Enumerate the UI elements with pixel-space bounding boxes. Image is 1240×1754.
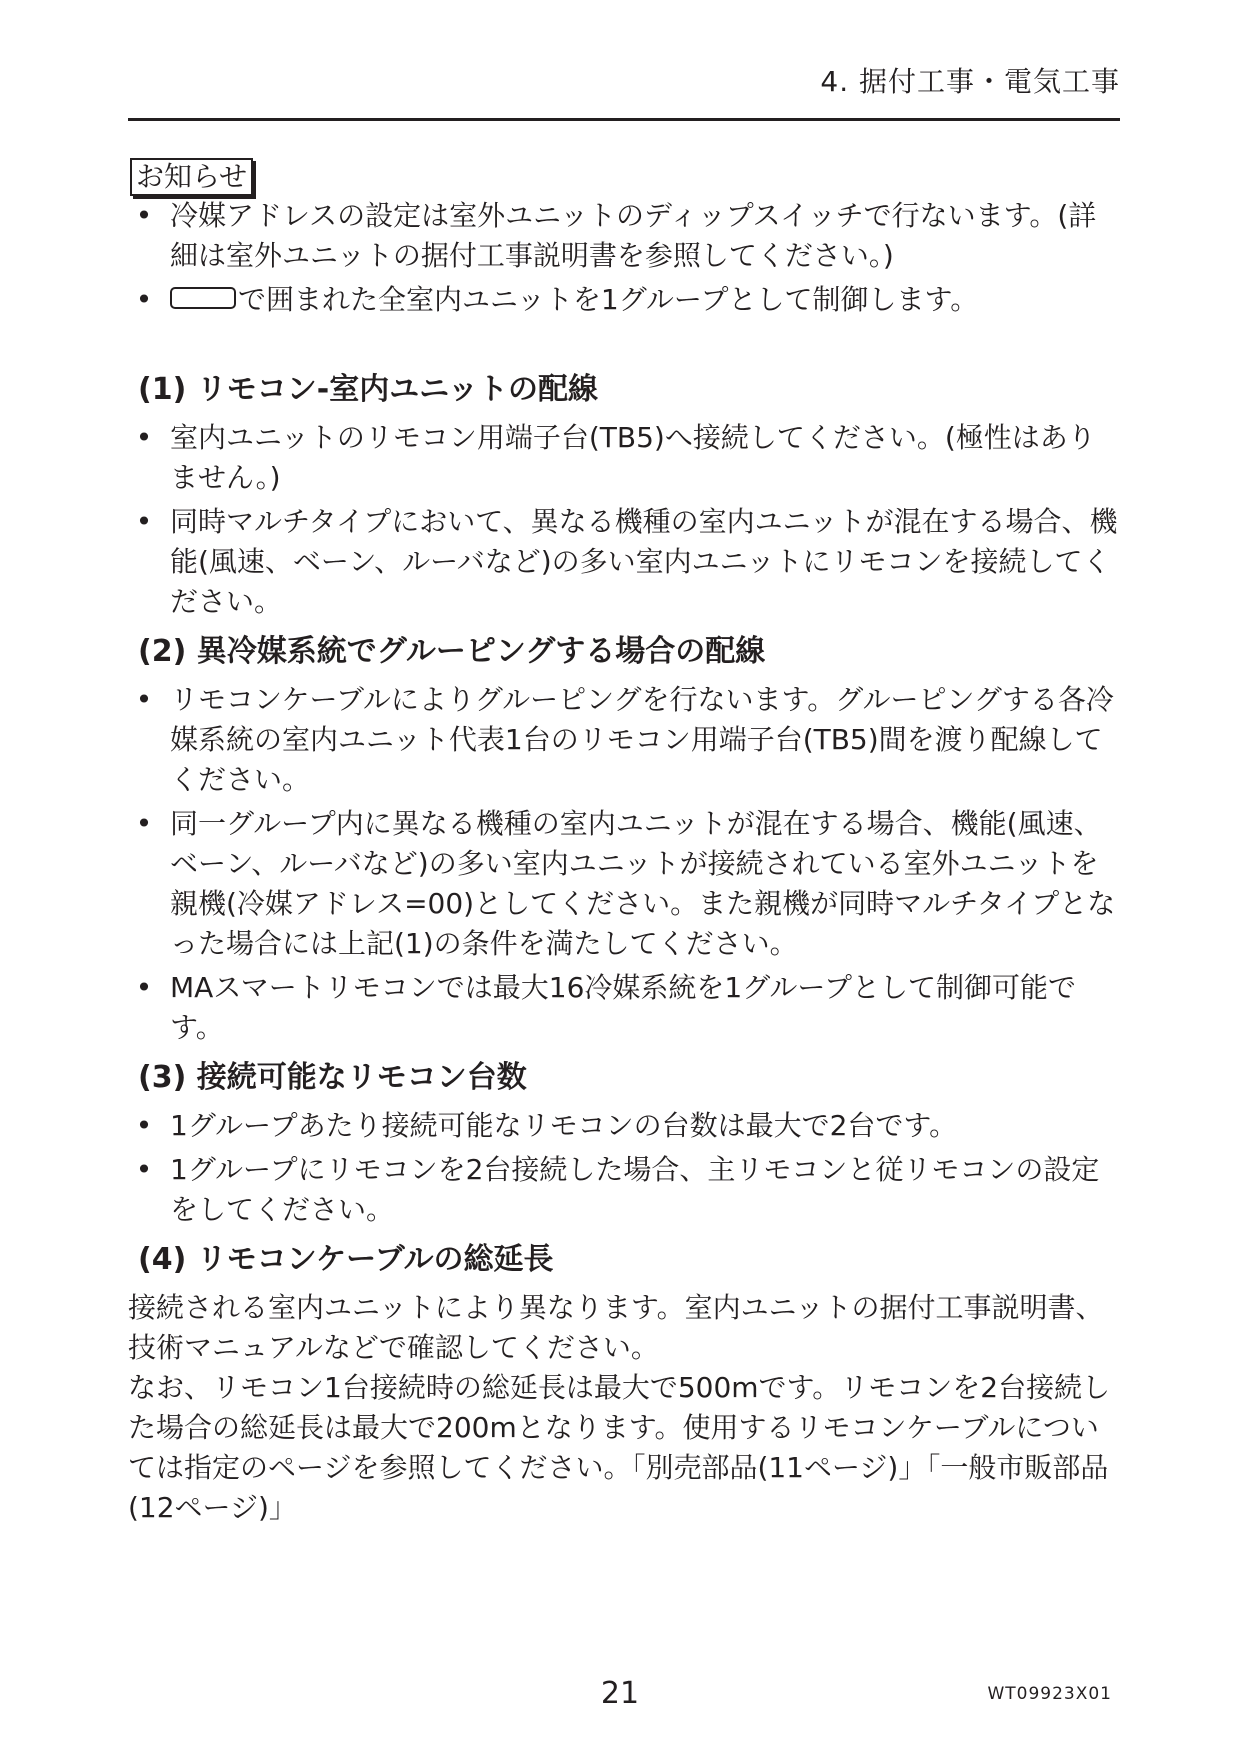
bullet-icon: • bbox=[135, 971, 153, 1004]
list-item bbox=[128, 502, 1120, 622]
list-item-text: 1グループにリモコンを2台接続した場合、主リモコンと従リモコンの設定をしてください。 bbox=[170, 1153, 1100, 1226]
bullet-icon: • bbox=[135, 1153, 153, 1186]
notice-item bbox=[128, 196, 1120, 276]
bullet-icon: • bbox=[135, 199, 153, 232]
body-paragraph: なお、リモコン1台接続時の総延長は最大で500mです。リモコンを2台接続した場合の総延長は最大で200mとなります。使用するリモコンケーブルについては指定のページを参照してください。「別売部品(11ページ)」「一般市販部品(12ページ)」 bbox=[128, 1371, 1111, 1524]
body-paragraph: 接続される室内ユニットにより異なります。室内ユニットの据付工事説明書、技術マニュアルなどで確認してください。 bbox=[128, 1291, 1104, 1364]
list-item bbox=[128, 1150, 1120, 1230]
bullet-icon: • bbox=[135, 421, 153, 454]
bullet-icon: • bbox=[135, 1109, 153, 1142]
notice-item-text: で囲まれた全室内ユニットを1グループとして制御します。 bbox=[238, 283, 979, 316]
list-item bbox=[128, 418, 1120, 498]
list-item-text: 室内ユニットのリモコン用端子台(TB5)へ接続してください。(極性はありません。) bbox=[170, 421, 1096, 494]
list-item-text: MAスマートリモコンでは最大16冷媒系統を1グループとして制御可能です。 bbox=[170, 971, 1076, 1044]
bullet-icon: • bbox=[135, 505, 153, 538]
notice-label: お知らせ bbox=[130, 158, 253, 196]
list-item bbox=[128, 968, 1120, 1048]
page-content bbox=[128, 158, 1120, 1528]
notice-item bbox=[128, 280, 1120, 320]
bullet-icon: • bbox=[135, 683, 153, 716]
section-heading-3: (3) 接続可能なリモコン台数 bbox=[138, 1060, 527, 1095]
list-item-text: 同時マルチタイプにおいて、異なる機種の室内ユニットが混在する場合、機能(風速、ベーン、ルーバなど)の多い室内ユニットにリモコンを接続してください。 bbox=[170, 505, 1118, 618]
list-item-text: 1グループあたり接続可能なリモコンの台数は最大で2台です。 bbox=[170, 1109, 958, 1142]
section-1-list bbox=[128, 418, 1120, 622]
list-item-text: リモコンケーブルによりグルーピングを行ないます。グルーピングする各冷媒系統の室内ユニット代表1台のリモコン用端子台(TB5)間を渡り配線してください。 bbox=[170, 683, 1114, 796]
section-heading-1: (1) リモコン-室内ユニットの配線 bbox=[138, 372, 598, 407]
section-3-list bbox=[128, 1106, 1120, 1230]
frame-symbol-icon bbox=[170, 287, 236, 309]
list-item bbox=[128, 680, 1120, 800]
chapter-title: 4. 据付工事・電気工事 bbox=[820, 65, 1120, 98]
list-item bbox=[128, 1106, 1120, 1146]
bullet-icon: • bbox=[135, 807, 153, 840]
list-item-text: 同一グループ内に異なる機種の室内ユニットが混在する場合、機能(風速、ベーン、ルーバなど)の多い室内ユニットが接続されている室外ユニットを親機(冷媒アドレス=00)としてください。また親機が同時マルチタイプとなった場合には上記(1)の条件を満たしてください。 bbox=[170, 807, 1116, 960]
notice-box bbox=[128, 158, 1120, 320]
section-heading-4: (4) リモコンケーブルの総延長 bbox=[138, 1242, 554, 1277]
list-item bbox=[128, 804, 1120, 964]
section-2-list bbox=[128, 680, 1120, 1048]
document-code: WT09923X01 bbox=[987, 1684, 1112, 1704]
bullet-icon: • bbox=[135, 283, 153, 316]
section-heading-2: (2) 異冷媒系統でグルーピングする場合の配線 bbox=[138, 634, 766, 669]
header-divider bbox=[128, 118, 1120, 121]
notice-list bbox=[128, 196, 1120, 320]
page-number: 21 bbox=[600, 1676, 640, 1711]
notice-item-text: 冷媒アドレスの設定は室外ユニットのディップスイッチで行ないます。(詳細は室外ユニットの据付工事説明書を参照してください。) bbox=[170, 199, 1097, 272]
